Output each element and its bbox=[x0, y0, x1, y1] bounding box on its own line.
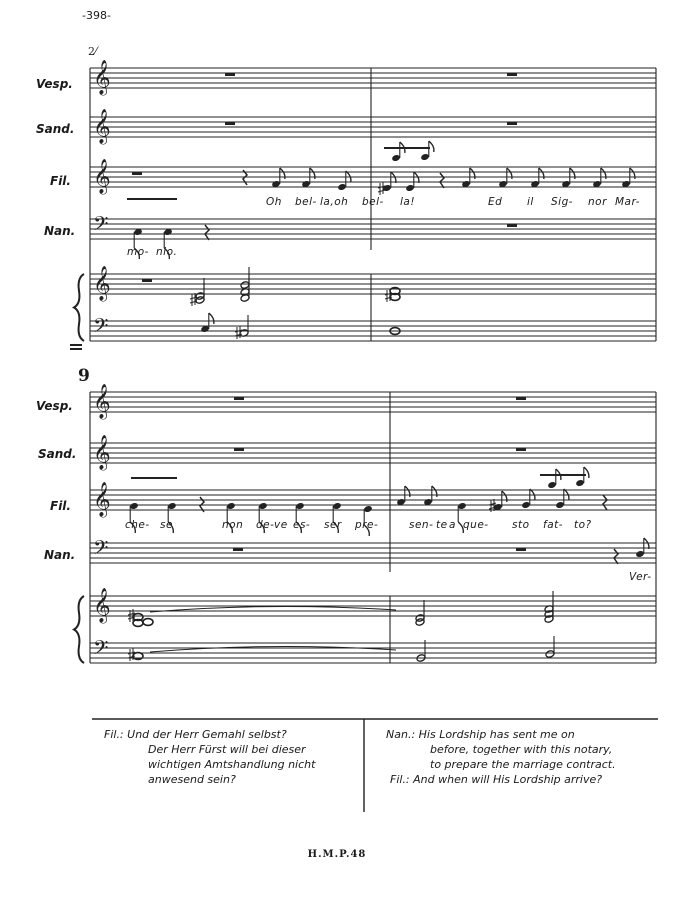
treble-clef: 𝄞 bbox=[93, 60, 111, 95]
time-signature: 2⁄ bbox=[88, 45, 97, 58]
note-flag bbox=[429, 141, 434, 152]
quarter-rest bbox=[205, 225, 209, 240]
lyric-syllable: la! bbox=[400, 196, 416, 208]
grace-beam bbox=[131, 477, 177, 479]
bass-clef: 𝄢 bbox=[93, 636, 109, 664]
publisher-footer: H.M.P.48 bbox=[307, 849, 367, 860]
translation-line: wichtigen Amtshandlung nicht bbox=[148, 758, 316, 771]
grace-beam bbox=[384, 147, 430, 149]
lyric-syllable: se bbox=[160, 519, 173, 531]
whole-rest bbox=[516, 397, 526, 400]
lyric-syllable: fat- bbox=[543, 519, 564, 531]
whole-rest bbox=[507, 73, 517, 76]
lyric-syllable: non bbox=[222, 519, 244, 531]
lyric-syllable: sto bbox=[512, 519, 530, 531]
bass-clef: 𝄢 bbox=[93, 314, 109, 342]
lyric-syllable: te bbox=[436, 519, 448, 531]
whole-rest bbox=[507, 224, 517, 227]
sharp-sign bbox=[235, 326, 242, 339]
instrument-label-nan: Nan. bbox=[44, 224, 76, 238]
translation-right bbox=[386, 727, 662, 787]
grace-beam bbox=[127, 198, 177, 200]
translation-line: anwesend sein? bbox=[148, 773, 236, 786]
page-number: -398- bbox=[82, 9, 111, 22]
whole-rest bbox=[516, 448, 526, 451]
lyric-syllable: sen- bbox=[409, 519, 434, 531]
lyric-syllable: mo- bbox=[127, 246, 149, 258]
lyric-syllable: bel- bbox=[295, 196, 317, 208]
whole-rest bbox=[516, 548, 526, 551]
lyric-syllable: es- bbox=[293, 519, 311, 531]
lyric-syllable: a bbox=[449, 519, 456, 531]
quarter-rest bbox=[614, 549, 618, 564]
whole-rest bbox=[132, 172, 142, 175]
lyric-syllable: ve bbox=[274, 519, 288, 531]
treble-clef: 𝄞 bbox=[93, 482, 111, 517]
note-flag bbox=[209, 313, 214, 324]
translation-line: Der Herr Fürst will bei dieser bbox=[148, 743, 306, 756]
whole-rest bbox=[225, 122, 235, 125]
translation-left bbox=[104, 727, 354, 787]
lyric-syllable: Sig- bbox=[551, 196, 574, 208]
quarter-rest bbox=[603, 495, 607, 510]
instrument-label-fil: Fil. bbox=[50, 499, 71, 513]
translation-line: Fil.: Und der Herr Gemahl selbst? bbox=[104, 728, 287, 741]
lyric-syllable: Mar- bbox=[615, 196, 641, 208]
system-number: 9 bbox=[78, 366, 90, 386]
lyric-syllable: che- bbox=[125, 519, 150, 531]
whole-rest bbox=[225, 73, 235, 76]
lyric-syllable: Oh bbox=[266, 196, 282, 208]
lyric-syllable: nio. bbox=[156, 246, 178, 258]
translation-line: Fil.: And when will His Lordship arrive? bbox=[390, 773, 603, 786]
lyric-syllable: Ed bbox=[488, 196, 503, 208]
lyric-syllable: de- bbox=[256, 519, 275, 531]
grand-staff-brace bbox=[74, 596, 84, 663]
note-flag bbox=[584, 467, 589, 478]
instrument-label-nan: Nan. bbox=[44, 548, 76, 562]
treble-clef: 𝄞 bbox=[93, 588, 111, 623]
whole-rest bbox=[234, 448, 244, 451]
whole-rest bbox=[233, 548, 243, 551]
quarter-rest bbox=[440, 173, 444, 188]
treble-clef: 𝄞 bbox=[93, 435, 111, 470]
lyric-syllable: la,oh bbox=[320, 196, 349, 208]
grand-staff-brace bbox=[74, 274, 84, 341]
lyric-syllable: pre- bbox=[355, 519, 379, 531]
system-divider bbox=[70, 345, 82, 349]
treble-clef: 𝄞 bbox=[93, 384, 111, 419]
bass-clef: 𝄢 bbox=[93, 212, 109, 240]
whole-rest bbox=[142, 279, 152, 282]
lyric-syllable: il bbox=[527, 196, 534, 208]
whole-note bbox=[143, 619, 153, 626]
tie bbox=[150, 646, 396, 652]
lyric-syllable: to? bbox=[574, 519, 592, 531]
whole-rest bbox=[234, 397, 244, 400]
translation-line: before, together with this notary, bbox=[430, 743, 613, 756]
translation-line: Nan.: His Lordship has sent me on bbox=[386, 728, 575, 741]
instrument-label-fil: Fil. bbox=[50, 174, 71, 188]
treble-clef: 𝄞 bbox=[93, 159, 111, 194]
lyric-syllable: bel- bbox=[362, 196, 384, 208]
translation-line: to prepare the marriage contract. bbox=[430, 758, 616, 771]
instrument-label-vesp: Vesp. bbox=[36, 77, 73, 91]
lyric-syllable: Ver- bbox=[629, 571, 652, 583]
treble-clef: 𝄞 bbox=[93, 266, 111, 301]
lyric-syllable: que- bbox=[463, 519, 489, 531]
grace-beam bbox=[540, 474, 586, 476]
bass-clef: 𝄢 bbox=[93, 536, 109, 564]
instrument-label-vesp: Vesp. bbox=[36, 399, 73, 413]
whole-rest bbox=[507, 122, 517, 125]
instrument-label-sand: Sand. bbox=[38, 447, 77, 461]
treble-clef: 𝄞 bbox=[93, 109, 111, 144]
lyric-syllable: nor bbox=[588, 196, 607, 208]
instrument-label-sand: Sand. bbox=[36, 122, 75, 136]
lyric-syllable: ser bbox=[324, 519, 342, 531]
